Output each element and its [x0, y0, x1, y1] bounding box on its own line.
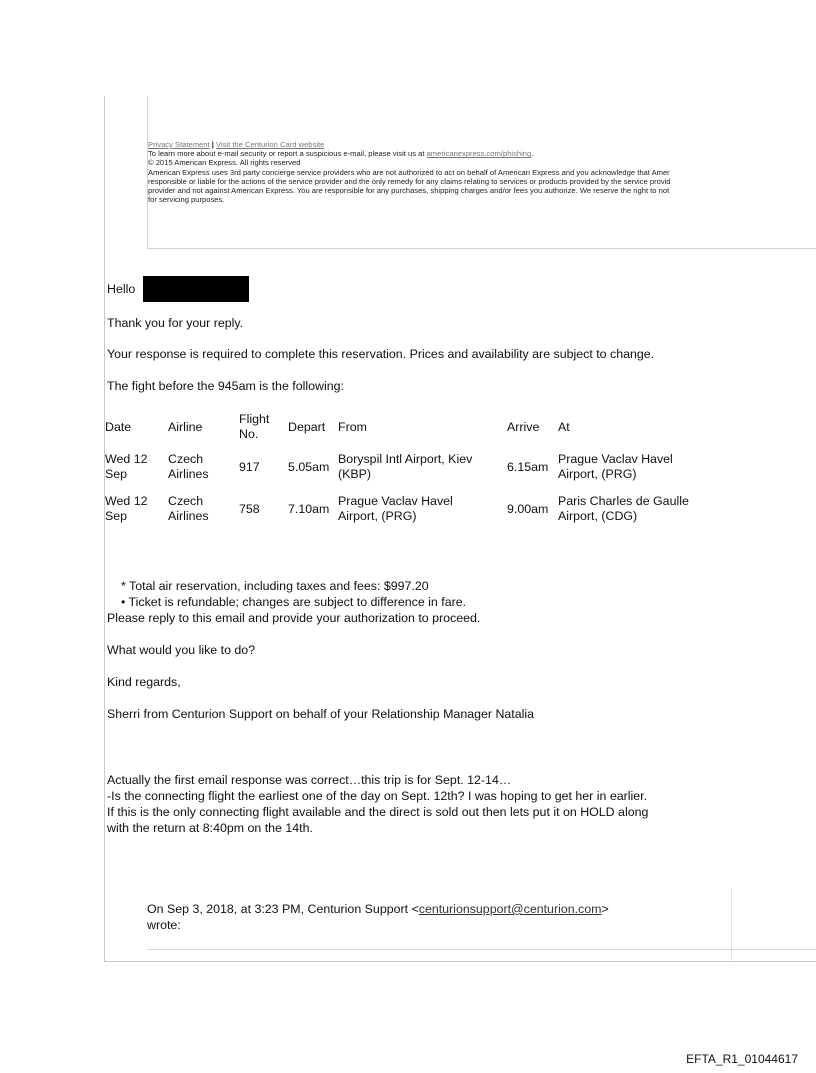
please-reply-text: Please reply to this email and provide your authorization to proceed. — [107, 611, 481, 625]
header-airline: Airline — [168, 419, 203, 434]
reply-line-2: -Is the connecting flight the earliest one of the day on Sept. 12th? I was hoping to get her in earlier. — [107, 789, 648, 803]
cell-at-line-1: Prague Vaclav Havel — [558, 452, 673, 466]
flight-table — [105, 408, 718, 530]
security-period: . — [531, 149, 534, 159]
quoted-suffix: > — [601, 902, 609, 916]
centurion-website-link[interactable]: Visit the Centurion Card website — [216, 140, 325, 149]
signature-text: Sherri from Centurion Support on behalf of your Relationship Manager Natalia — [107, 707, 535, 721]
footer-separator: | — [211, 140, 214, 149]
cell-depart: 7.10am — [288, 501, 330, 516]
cell-airline-line-2: Airlines — [168, 509, 209, 523]
greeting: Hello — [107, 282, 136, 296]
header-at: At — [558, 419, 570, 434]
refund-note-text: • Ticket is refundable; changes are subject to difference in fare. — [121, 595, 467, 609]
quote-divider — [147, 949, 816, 950]
cell-at — [558, 446, 718, 488]
disclaimer-line-3: provider and not against American Express. You are responsible for any purchases, shipping charges and/or fees you authorize. We reserve the right to not — [148, 186, 670, 196]
header-arrive: Arrive — [507, 419, 540, 434]
cell-from-line-2: Airport, (PRG) — [338, 509, 417, 523]
quoted-prefix: On Sep 3, 2018, at 3:23 PM, Centurion Support < — [147, 902, 419, 916]
table-header-row — [105, 408, 718, 446]
quote-right-border — [731, 888, 732, 961]
cell-from — [338, 488, 507, 530]
cell-at-line-2: Airport, (PRG) — [558, 467, 637, 481]
reply-line-4: with the return at 8:40pm on the 14th. — [107, 821, 313, 835]
cell-date-line-1: Wed 12 — [105, 452, 148, 466]
thanks-text: Thank you for your reply. — [107, 316, 244, 330]
cell-date — [105, 488, 168, 530]
cell-flight: 917 — [239, 459, 260, 474]
cell-at — [558, 488, 718, 530]
message-frame-bottom-border — [104, 961, 816, 962]
centurion-email-link[interactable]: centurionsupport@centurion.com — [418, 902, 602, 916]
quoted-header — [147, 888, 731, 950]
quoted-wrote: wrote: — [147, 918, 181, 932]
redaction-box — [143, 276, 249, 302]
reply-line-3: If this is the only connecting flight available and the direct is sold out then lets put it on HOLD along — [107, 805, 649, 819]
cell-from-line-2: (KBP) — [338, 467, 372, 481]
kind-regards-text: Kind regards, — [107, 675, 181, 689]
cell-airline — [168, 488, 239, 530]
disclaimer-line-4: for servicing purposes. — [148, 195, 225, 205]
disclaimer-line-2: responsible or liable for the actions of the service provider and the only remedy for any claims relating to services or products provided by the service provid — [148, 176, 671, 186]
cell-arrive: 6.15am — [507, 459, 549, 474]
cell-depart: 5.05am — [288, 459, 330, 474]
phishing-link[interactable]: americanexpress.com/phishing — [426, 149, 532, 159]
cell-date-line-2: Sep — [105, 467, 128, 481]
cell-airline-line-2: Airlines — [168, 467, 209, 481]
quoted-header-line-1 — [147, 901, 609, 917]
security-text: To learn more about e-mail security or report a suspicious e-mail, please visit us at — [148, 149, 425, 159]
cell-date — [105, 446, 168, 488]
cell-at-line-1: Paris Charles de Gaulle — [558, 494, 689, 508]
table-row — [105, 488, 718, 530]
copyright-text: © 2015 American Express. All rights reserved — [148, 158, 301, 168]
cell-airline-line-1: Czech — [168, 452, 204, 466]
header-from: From — [338, 419, 367, 434]
email-footer — [148, 140, 671, 204]
cell-from-line-1: Boryspil Intl Airport, Kiev — [338, 452, 473, 466]
response-required-text: Your response is required to complete this reservation. Prices and availability are subject to change. — [107, 347, 655, 361]
email-footer-box — [147, 96, 816, 249]
cell-from — [338, 446, 507, 488]
cell-flight: 758 — [239, 501, 260, 516]
document-id: EFTA_R1_01044617 — [686, 1052, 798, 1066]
total-price-text: * Total air reservation, including taxes and fees: $997.20 — [121, 579, 429, 593]
cell-airline — [168, 446, 239, 488]
disclaimer-line-1: American Express uses 3rd party concierge service providers who are not authorized to act on behalf of American Express and you acknowledge that Amer — [148, 167, 670, 177]
header-flight-line-1: Flight — [239, 412, 270, 426]
header-depart: Depart — [288, 419, 326, 434]
question-text: What would you like to do? — [107, 643, 256, 657]
cell-at-line-2: Airport, (CDG) — [558, 509, 638, 523]
privacy-statement-link[interactable]: Privacy Statement — [148, 140, 210, 149]
cell-date-line-1: Wed 12 — [105, 494, 148, 508]
cell-airline-line-1: Czech — [168, 494, 204, 508]
header-date: Date — [105, 419, 132, 434]
table-row — [105, 446, 718, 488]
flight-intro-text: The fight before the 945am is the following: — [107, 379, 344, 393]
cell-date-line-2: Sep — [105, 509, 128, 523]
cell-from-line-1: Prague Vaclav Havel — [338, 494, 453, 508]
header-flight-line-2: No. — [239, 427, 259, 441]
cell-arrive: 9.00am — [507, 501, 549, 516]
reply-line-1: Actually the first email response was correct…this trip is for Sept. 12-14… — [107, 773, 512, 787]
header-flight-no — [239, 408, 288, 446]
